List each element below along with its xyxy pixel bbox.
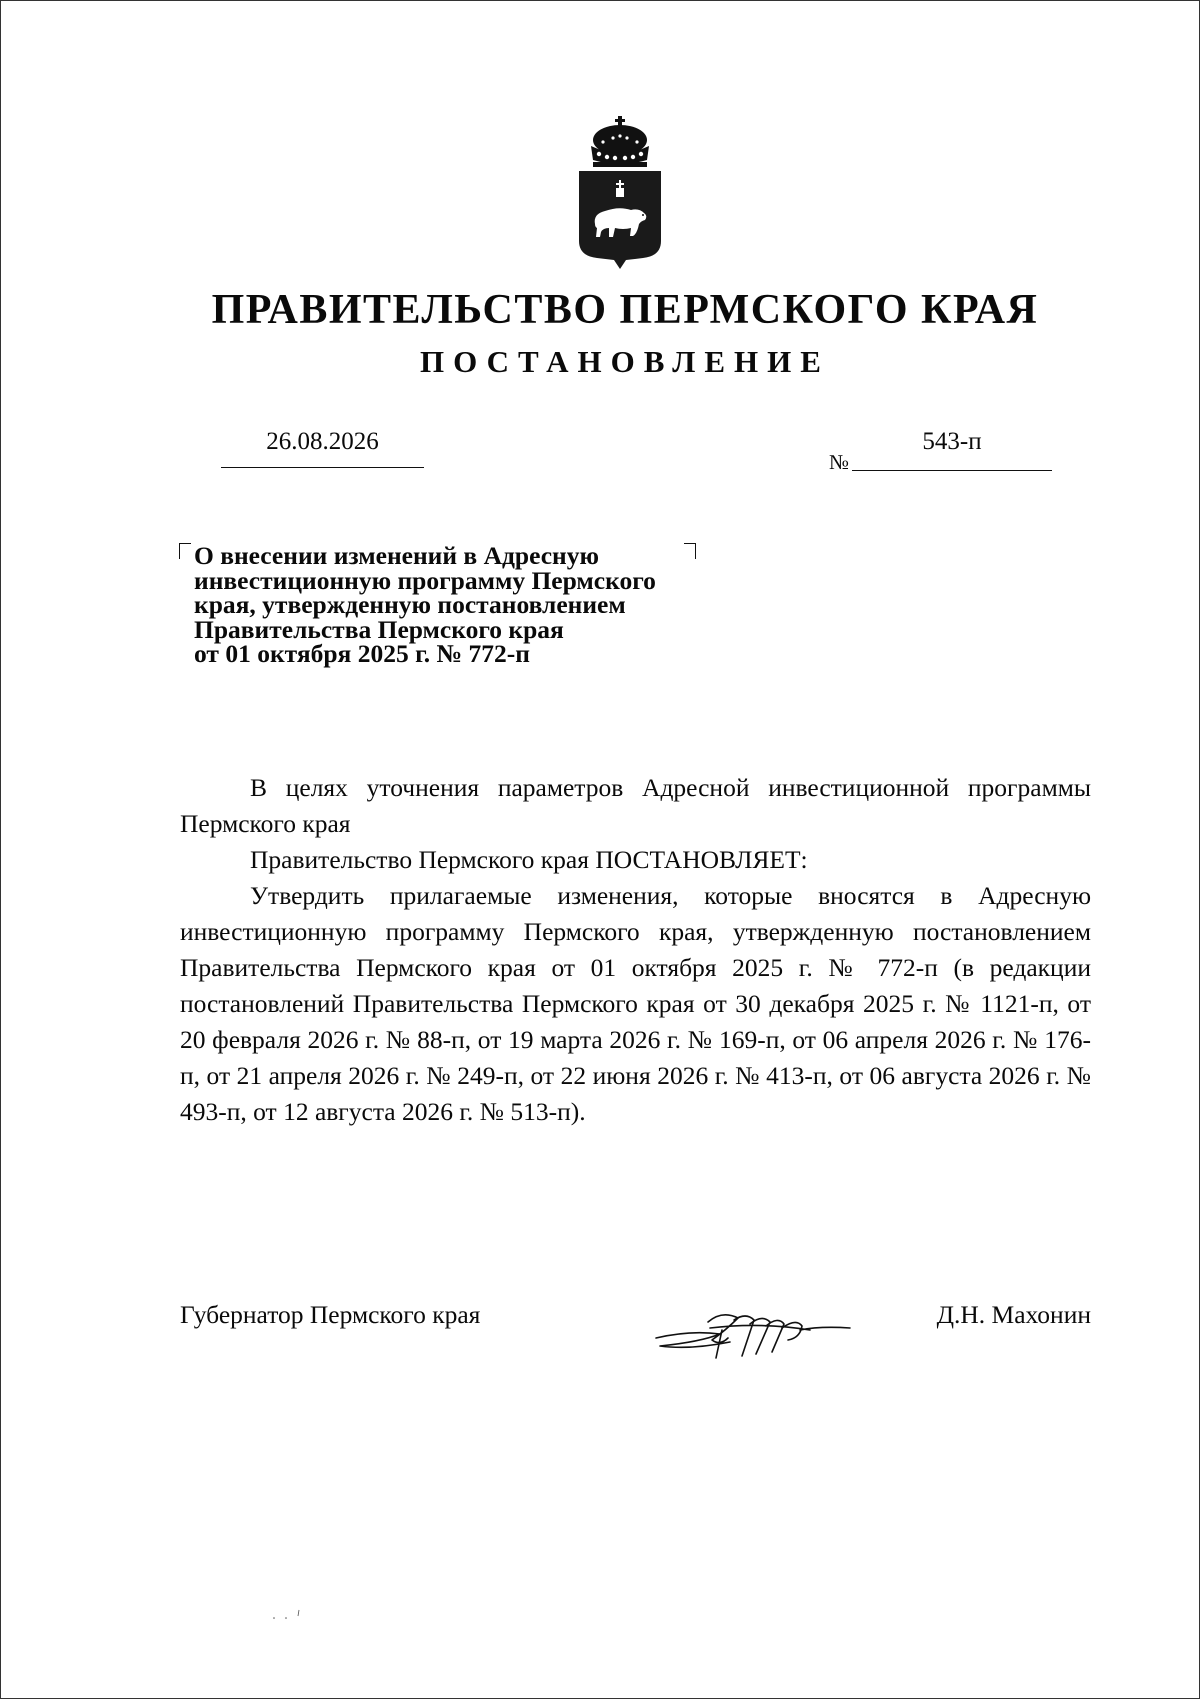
intro-paragraph: В целях уточнения параметров Адресной инвестиционной программы Пермского края bbox=[180, 773, 1091, 838]
document-type: ПОСТАНОВЛЕНИЕ bbox=[420, 344, 830, 379]
document-subject bbox=[194, 541, 734, 669]
coat-of-arms-icon bbox=[573, 116, 667, 269]
main-paragraph: Утвердить прилагаемые изменения, которые вносятся в Адресную инвестиционную программу Пермского края, утвержденную постановлением Правительства Пермского края от 01 октября 2025 г. № 772-п (в редакции постановлений Правительства Пермского края от 30 декабря 2025 г. № 1121-п, от 20 февраля 2026 г. № 88-п, от 19 марта 2026 г. № 169-п, от 06 апреля 2026 г. № 176-п, от 21 апреля 2026 г. № 249-п, от 22 июня 2026 г. № 413-п, от 06 августа 2026 г. № 493-п, от 12 августа 2026 г. № 513-п). bbox=[180, 881, 1091, 1126]
number-sign: № bbox=[829, 450, 850, 474]
subject-line: О внесении изменений в Адресную bbox=[194, 541, 599, 570]
signatory-name: Д.Н. Махонин bbox=[936, 1300, 1091, 1329]
date-underline bbox=[221, 467, 424, 468]
document-number: 543-п bbox=[922, 428, 982, 455]
subject-corner-left bbox=[179, 543, 191, 559]
scan-specks bbox=[272, 1606, 312, 1626]
subject-line: от 01 октября 2025 г. № 772-п bbox=[194, 639, 530, 669]
decree-paragraph: Правительство Пермского края ПОСТАНОВЛЯЕТ: bbox=[250, 845, 808, 874]
subject-line: Правительства Пермского края bbox=[194, 614, 564, 644]
subject-line: края, утвержденную постановлением bbox=[194, 590, 626, 620]
subject-line: инвестиционную программу Пермского bbox=[194, 565, 656, 595]
document-date: 26.08.2026 bbox=[266, 428, 379, 455]
number-underline bbox=[852, 470, 1052, 471]
handwritten-signature-icon bbox=[650, 1300, 855, 1360]
organization-title: ПРАВИТЕЛЬСТВО ПЕРМСКОГО КРАЯ bbox=[211, 287, 1039, 333]
signatory-position: Губернатор Пермского края bbox=[180, 1300, 481, 1329]
